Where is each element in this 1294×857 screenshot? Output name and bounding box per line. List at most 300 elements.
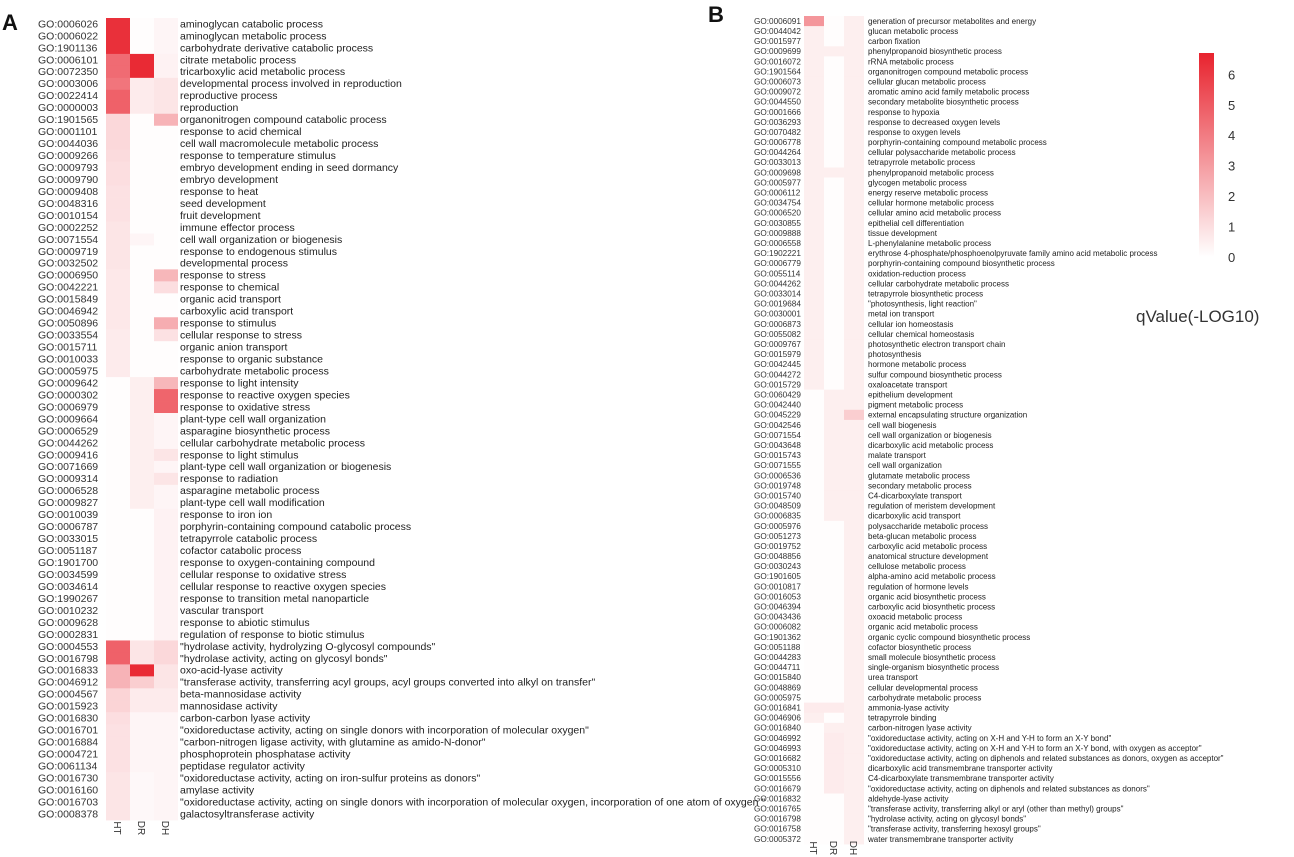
go-term-label: "oxidoreductase activity, acting on single donors with incorporation of molecular oxygen"	[180, 724, 589, 737]
heatmap-row	[38, 18, 323, 30]
go-term-label: amylase activity	[180, 784, 255, 797]
go-term-label: asparagine biosynthetic process	[180, 425, 331, 438]
go-id-label: GO:1901564	[754, 67, 801, 77]
heatmap-row	[754, 16, 1036, 27]
go-term-label: response to oxygen levels	[868, 127, 961, 137]
heatmap-cell	[824, 87, 844, 98]
go-term-label: cellular ion homeostasis	[868, 319, 954, 329]
heatmap-cell	[154, 581, 178, 593]
heatmap-cell	[844, 279, 864, 290]
go-term-label: cellular response to oxidative stress	[180, 568, 347, 581]
heatmap-cell	[824, 592, 844, 603]
heatmap-cell	[844, 814, 864, 825]
heatmap-cell	[106, 605, 130, 617]
heatmap-row	[754, 147, 1016, 158]
heatmap-row	[38, 760, 306, 772]
heatmap-row	[38, 748, 351, 760]
heatmap-cell	[130, 365, 154, 377]
go-id-label: GO:0006778	[754, 138, 801, 148]
go-term-label: cell wall organization or biogenesis	[868, 430, 992, 440]
go-id-label: GO:0010232	[38, 604, 99, 617]
heatmap-cell	[106, 628, 130, 640]
go-id-label: GO:0016053	[754, 592, 801, 602]
go-term-label: response to light stimulus	[180, 449, 299, 462]
heatmap-cell	[106, 126, 130, 138]
go-term-label: plant-type cell wall modification	[180, 497, 325, 510]
heatmap-cell	[844, 794, 864, 805]
heatmap-row	[754, 440, 993, 451]
heatmap-cell	[844, 682, 864, 693]
heatmap-cell	[824, 672, 844, 683]
go-id-label: GO:0016840	[754, 723, 801, 733]
go-id-label: GO:0016798	[38, 652, 99, 665]
go-term-label: cellular glucan metabolic process	[868, 77, 986, 87]
heatmap-row	[754, 430, 992, 441]
heatmap-cell	[130, 293, 154, 305]
heatmap-cell	[824, 299, 844, 310]
heatmap-cell	[130, 676, 154, 688]
heatmap-row	[754, 208, 1001, 219]
go-id-label: GO:0042546	[754, 420, 801, 430]
heatmap-cell	[804, 531, 824, 542]
heatmap-cell	[824, 561, 844, 572]
go-id-label: GO:0009664	[38, 413, 99, 426]
go-term-label: cellular chemical homeostasis	[868, 329, 975, 339]
heatmap-cell	[130, 66, 154, 78]
go-term-label: "transferase activity, transferring alkyl or aryl (other than methyl) groups"	[868, 804, 1124, 814]
heatmap-cell	[804, 218, 824, 229]
heatmap-cell	[804, 198, 824, 209]
go-term-label: carbohydrate derivative catabolic process	[180, 42, 374, 55]
heatmap-cell	[844, 410, 864, 421]
go-term-label: response to oxygen-containing compound	[180, 556, 375, 569]
heatmap-cell	[130, 533, 154, 545]
heatmap-row	[38, 485, 320, 497]
heatmap-cell	[154, 509, 178, 521]
go-term-label: response to acid chemical	[180, 126, 302, 139]
heatmap-row	[38, 808, 315, 820]
heatmap-row	[754, 268, 966, 279]
heatmap-row	[38, 593, 369, 605]
heatmap-row	[754, 400, 963, 411]
heatmap-cell	[804, 329, 824, 340]
heatmap-cell	[106, 42, 130, 54]
heatmap-cell	[154, 808, 178, 820]
go-id-label: GO:0030243	[754, 562, 801, 572]
go-term-label: malate transport	[868, 451, 926, 461]
heatmap-cell	[130, 581, 154, 593]
go-id-label: GO:0005975	[38, 365, 99, 378]
heatmap-row	[754, 814, 1026, 825]
heatmap-cell	[804, 36, 824, 47]
heatmap-row	[754, 682, 978, 693]
heatmap-cell	[154, 664, 178, 676]
go-id-label: GO:0006979	[38, 401, 99, 414]
go-term-label: embryo development ending in seed dormancy	[180, 161, 399, 174]
go-term-label: tetrapyrrole metabolic process	[868, 158, 976, 168]
heatmap-row	[38, 784, 255, 796]
heatmap-cell	[154, 18, 178, 30]
go-term-label: "hydrolase activity, acting on glycosyl bonds"	[180, 652, 388, 665]
heatmap-row	[754, 369, 1002, 380]
heatmap-cell	[844, 571, 864, 582]
heatmap-cell	[844, 87, 864, 98]
heatmap-cell	[844, 773, 864, 784]
heatmap-cell	[844, 723, 864, 734]
heatmap-row	[754, 329, 974, 340]
go-id-label: GO:0051273	[754, 531, 801, 541]
heatmap-row	[38, 78, 402, 90]
go-id-label: GO:0006091	[754, 16, 801, 26]
heatmap-cell	[844, 258, 864, 269]
heatmap-cell	[824, 713, 844, 724]
heatmap-cell	[844, 480, 864, 491]
go-id-label: GO:0044262	[38, 437, 99, 450]
heatmap-cell	[824, 450, 844, 461]
go-term-label: "oxidoreductase activity, acting on diphenols and related substances as donors, oxygen as acceptor"	[868, 754, 1224, 763]
heatmap-cell	[804, 188, 824, 199]
heatmap-row	[754, 622, 978, 633]
go-id-label: GO:0044042	[754, 26, 801, 36]
go-term-label: cell wall organization	[868, 461, 942, 471]
column-label: HT	[111, 821, 122, 835]
go-id-label: GO:0015979	[754, 350, 801, 360]
go-id-label: GO:0009767	[754, 340, 801, 349]
go-term-label: "hydrolase activity, acting on glycosyl bonds"	[868, 814, 1027, 824]
heatmap-cell	[844, 470, 864, 481]
heatmap-cell	[154, 724, 178, 736]
heatmap-cell	[804, 258, 824, 269]
panel-b	[708, 2, 1224, 855]
go-id-label: GO:0009793	[38, 161, 99, 174]
heatmap-row	[754, 733, 1111, 744]
heatmap-cell	[804, 491, 824, 502]
go-term-label: fruit development	[180, 209, 261, 222]
go-id-label: GO:0015556	[754, 774, 801, 784]
heatmap-cell	[106, 401, 130, 413]
heatmap-row	[38, 138, 378, 150]
heatmap-cell	[106, 640, 130, 652]
heatmap-cell	[844, 531, 864, 542]
heatmap-cell	[106, 54, 130, 66]
heatmap-cell	[154, 473, 178, 485]
colorbar-tick: 0	[1228, 250, 1236, 265]
go-term-label: response to stress	[180, 269, 266, 282]
heatmap-cell	[804, 470, 824, 481]
go-term-label: beta-glucan metabolic process	[868, 531, 977, 541]
go-id-label: GO:0004721	[38, 748, 99, 761]
go-term-label: asparagine metabolic process	[180, 485, 320, 498]
heatmap-cell	[844, 602, 864, 613]
heatmap-row	[754, 480, 972, 491]
go-term-label: tetrapyrrole biosynthetic process	[868, 289, 984, 299]
go-id-label: GO:0033554	[38, 329, 99, 342]
heatmap-cell	[804, 480, 824, 491]
heatmap-row	[38, 221, 295, 233]
go-term-label: response to transition metal nanoparticle	[180, 592, 370, 605]
go-id-label: GO:0004567	[38, 688, 99, 701]
heatmap-cell	[804, 440, 824, 451]
heatmap-cell	[844, 521, 864, 532]
heatmap-cell	[154, 712, 178, 724]
heatmap-cell	[824, 319, 844, 330]
go-id-label: GO:0006022	[38, 30, 99, 43]
heatmap-cell	[106, 473, 130, 485]
panel-letter: B	[708, 2, 724, 27]
go-term-label: cellular hormone metabolic process	[868, 198, 994, 208]
go-term-label: cellular polysaccharide metabolic process	[868, 148, 1016, 158]
heatmap-cell	[106, 377, 130, 389]
go-term-label: response to temperature stimulus	[180, 150, 336, 163]
heatmap-cell	[804, 279, 824, 290]
go-id-label: GO:0015849	[38, 293, 99, 306]
heatmap-row	[754, 258, 1055, 269]
heatmap-cell	[824, 36, 844, 47]
go-id-label: GO:0016703	[38, 796, 99, 809]
heatmap-row	[38, 617, 310, 629]
go-id-label: GO:0016730	[38, 772, 99, 785]
go-id-label: GO:0051188	[754, 642, 801, 652]
heatmap-cell	[804, 410, 824, 421]
heatmap-cell	[154, 569, 178, 581]
heatmap-cell	[154, 317, 178, 329]
heatmap-row	[38, 389, 350, 401]
heatmap-cell	[804, 380, 824, 391]
go-id-label: GO:0016830	[38, 712, 99, 725]
heatmap-cell	[130, 545, 154, 557]
heatmap-cell	[154, 42, 178, 54]
go-term-label: generation of precursor metabolites and energy	[868, 16, 1037, 26]
heatmap-cell	[130, 245, 154, 257]
heatmap-row	[754, 198, 994, 209]
heatmap-row	[754, 380, 948, 391]
heatmap-cell	[130, 473, 154, 485]
heatmap-cell	[824, 460, 844, 471]
heatmap-cell	[804, 420, 824, 431]
go-id-label: GO:0010039	[38, 509, 99, 522]
go-term-label: immune effector process	[180, 221, 295, 234]
heatmap-cell	[154, 126, 178, 138]
heatmap-row	[38, 150, 336, 162]
heatmap-cell	[844, 693, 864, 704]
go-term-label: organonitrogen compound metabolic process	[868, 67, 1029, 77]
heatmap-cell	[106, 748, 130, 760]
colorbar-tick: 4	[1228, 128, 1236, 144]
go-id-label: GO:0009408	[38, 185, 99, 198]
heatmap-cell	[130, 18, 154, 30]
go-term-label: sulfur compound biosynthetic process	[868, 370, 1002, 380]
heatmap-row	[38, 269, 266, 281]
heatmap-row	[38, 736, 486, 748]
heatmap-row	[754, 359, 966, 370]
heatmap-cell	[804, 208, 824, 219]
heatmap-cell	[804, 622, 824, 633]
go-term-label: water transmembrane transporter activity	[868, 834, 1014, 844]
heatmap-row	[38, 401, 310, 413]
heatmap-cell	[154, 377, 178, 389]
heatmap-cell	[824, 480, 844, 491]
heatmap-cell	[804, 713, 824, 724]
heatmap-cell	[804, 339, 824, 350]
go-id-label: GO:0006528	[38, 485, 99, 498]
heatmap-row	[754, 652, 996, 663]
heatmap-cell	[824, 491, 844, 502]
heatmap-row	[754, 157, 975, 168]
heatmap-cell	[824, 339, 844, 350]
heatmap-cell	[844, 26, 864, 36]
heatmap-cell	[824, 743, 844, 754]
go-term-label: alpha-amino acid metabolic process	[868, 572, 996, 582]
heatmap-row	[754, 632, 1030, 643]
go-term-label: "oxidoreductase activity, acting on iron-sulfur proteins as donors"	[180, 772, 481, 785]
heatmap-cell	[106, 341, 130, 353]
heatmap-cell	[154, 425, 178, 437]
heatmap-cell	[130, 724, 154, 736]
heatmap-cell	[154, 174, 178, 186]
go-id-label: GO:0043436	[754, 612, 801, 622]
heatmap-cell	[106, 293, 130, 305]
heatmap-row	[754, 178, 967, 189]
heatmap-row	[754, 87, 1029, 98]
heatmap-row	[754, 612, 962, 623]
go-term-label: carbohydrate metabolic process	[868, 693, 982, 703]
go-term-label: response to oxidative stress	[180, 401, 311, 414]
heatmap-cell	[130, 305, 154, 317]
column-label: DR	[827, 840, 838, 856]
go-id-label: GO:0016072	[754, 57, 801, 67]
heatmap-row	[38, 413, 326, 425]
heatmap-cell	[804, 753, 824, 764]
heatmap-row	[38, 174, 278, 186]
go-id-label: GO:0019684	[754, 299, 801, 309]
go-id-label: GO:0050896	[38, 317, 99, 330]
go-id-label: GO:1901700	[38, 556, 99, 569]
heatmap-cell	[844, 107, 864, 118]
heatmap-cell	[106, 269, 130, 281]
heatmap-row	[754, 248, 1158, 258]
heatmap-row	[754, 804, 1124, 815]
go-id-label: GO:0071554	[38, 233, 99, 246]
heatmap-cell	[824, 56, 844, 67]
heatmap-row	[38, 796, 765, 808]
go-term-label: glycogen metabolic process	[868, 178, 967, 188]
go-term-label: "transferase activity, transferring hexosyl groups"	[868, 824, 1041, 834]
heatmap-row	[38, 533, 317, 545]
go-term-label: cellular response to reactive oxygen species	[180, 580, 387, 593]
heatmap-cell	[844, 228, 864, 239]
heatmap-cell	[844, 36, 864, 47]
heatmap-cell	[824, 410, 844, 421]
go-term-label: reproduction	[180, 102, 239, 115]
heatmap-cell	[804, 349, 824, 360]
go-term-label: hormone metabolic process	[868, 360, 967, 370]
heatmap-cell	[804, 794, 824, 805]
heatmap-cell	[804, 77, 824, 88]
heatmap-row	[754, 167, 994, 178]
colorbar-tick: 2	[1228, 189, 1236, 205]
go-id-label: GO:0002252	[38, 221, 99, 234]
heatmap-cell	[824, 188, 844, 199]
heatmap-row	[754, 460, 942, 471]
go-id-label: GO:0044711	[754, 663, 801, 673]
heatmap-cell	[130, 257, 154, 269]
heatmap-cell	[844, 783, 864, 794]
go-id-label: GO:0042445	[754, 360, 801, 370]
go-term-label: phosphoprotein phosphatase activity	[180, 748, 351, 761]
go-term-label: regulation of hormone levels	[868, 582, 969, 592]
go-term-label: response to chemical	[180, 281, 280, 294]
heatmap-cell	[154, 748, 178, 760]
heatmap-row	[754, 97, 1019, 108]
heatmap-cell	[824, 753, 844, 764]
heatmap-cell	[804, 430, 824, 441]
heatmap-row	[754, 713, 936, 724]
heatmap-cell	[106, 617, 130, 629]
heatmap-cell	[824, 309, 844, 320]
heatmap-cell	[824, 208, 844, 219]
heatmap-cell	[804, 66, 824, 77]
heatmap-row	[754, 662, 999, 673]
heatmap-cell	[844, 238, 864, 249]
go-term-label: oxaloacetate transport	[868, 380, 948, 390]
go-term-label: external encapsulating structure organization	[868, 410, 1028, 420]
go-term-label: cellular amino acid metabolic process	[868, 208, 1001, 218]
heatmap-cell	[130, 102, 154, 114]
go-id-label: GO:0071554	[754, 430, 801, 440]
go-term-label: tetrapyrrole catabolic process	[180, 533, 318, 546]
go-term-label: organic anion transport	[180, 341, 288, 354]
go-term-label: cofactor catabolic process	[180, 545, 302, 558]
heatmap-cell	[154, 78, 178, 90]
heatmap-cell	[106, 138, 130, 150]
heatmap-cell	[106, 90, 130, 102]
go-id-label: GO:0006529	[38, 425, 99, 438]
heatmap-row	[38, 198, 266, 210]
heatmap-cell	[154, 593, 178, 605]
heatmap-row	[38, 700, 278, 712]
go-id-label: GO:0070482	[754, 127, 801, 137]
go-id-label: GO:0010817	[754, 582, 801, 592]
heatmap-row	[754, 511, 961, 522]
heatmap-cell	[844, 561, 864, 572]
heatmap-cell	[106, 593, 130, 605]
heatmap-row	[38, 353, 323, 365]
heatmap-cell	[130, 569, 154, 581]
heatmap-cell	[106, 652, 130, 664]
go-id-label: GO:0046992	[754, 733, 801, 743]
colorbar-tick: 5	[1228, 97, 1236, 113]
heatmap-cell	[130, 138, 154, 150]
go-term-label: cellular carbohydrate metabolic process	[180, 437, 366, 450]
heatmap-cell	[106, 78, 130, 90]
heatmap-cell	[844, 450, 864, 461]
go-id-label: GO:1901362	[754, 632, 801, 642]
heatmap-cell	[130, 317, 154, 329]
go-term-label: beta-mannosidase activity	[180, 688, 302, 701]
heatmap-cell	[844, 763, 864, 774]
go-id-label: GO:0015743	[754, 451, 801, 461]
go-id-label: GO:0016884	[38, 736, 99, 749]
heatmap-cell	[844, 733, 864, 744]
heatmap-cell	[154, 533, 178, 545]
go-id-label: GO:0006082	[754, 622, 801, 632]
heatmap-cell	[824, 541, 844, 552]
heatmap-cell	[824, 390, 844, 401]
heatmap-cell	[804, 541, 824, 552]
heatmap-cell	[804, 56, 824, 67]
go-term-label: organic acid metabolic process	[868, 622, 978, 632]
heatmap-cell	[844, 511, 864, 522]
